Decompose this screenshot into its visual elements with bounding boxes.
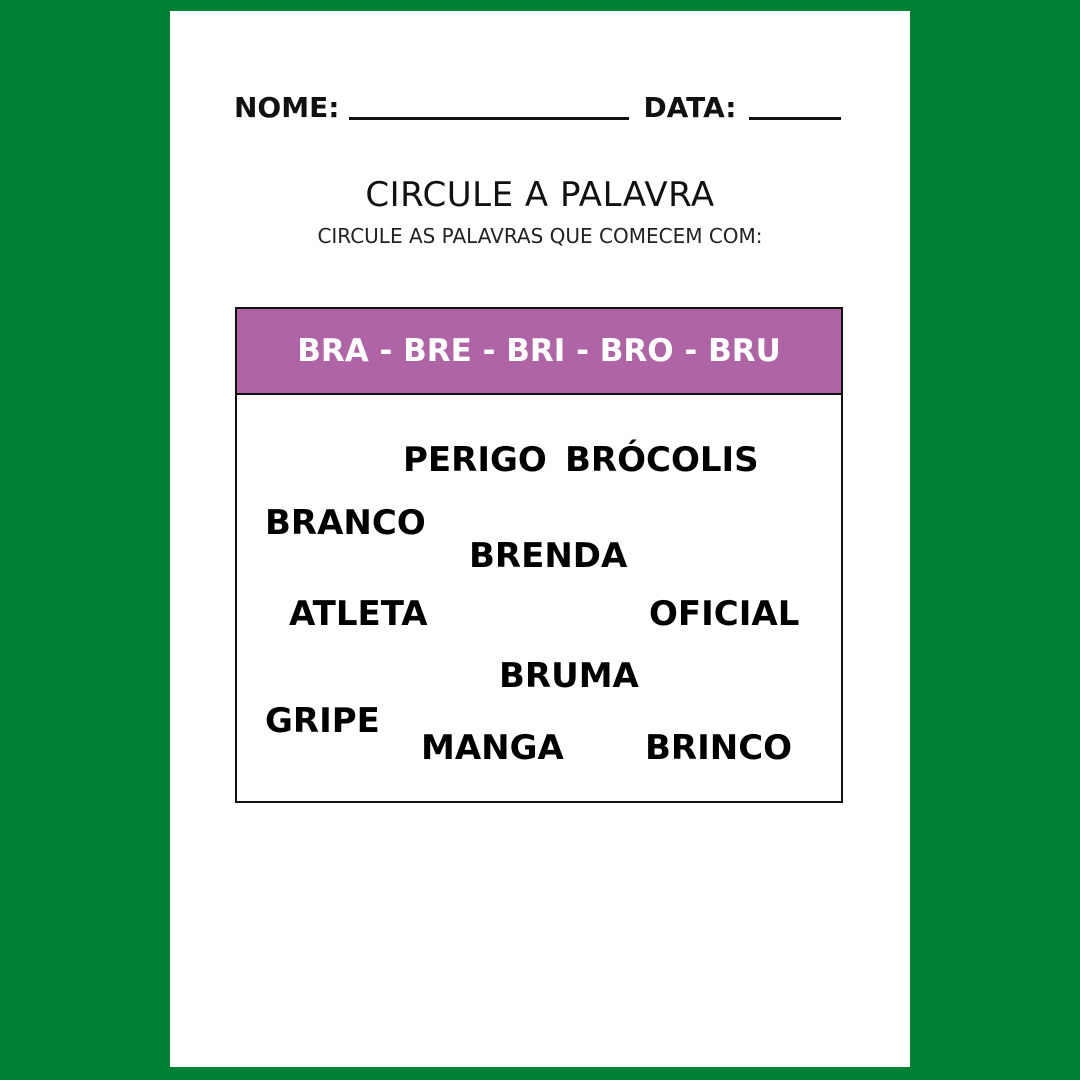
worksheet-page [170, 11, 910, 1067]
word-box [235, 307, 843, 803]
data-blank-line [749, 85, 841, 120]
word-bruma[interactable]: BRUMA [499, 656, 639, 696]
syllable-header: BRA - BRE - BRI - BRO - BRU [237, 309, 841, 395]
worksheet-title: CIRCULE A PALAVRA [365, 175, 715, 215]
name-date-line [234, 84, 841, 124]
word-atleta[interactable]: ATLETA [289, 594, 428, 634]
word-oficial[interactable]: OFICIAL [649, 594, 800, 634]
word-branco[interactable]: BRANCO [265, 503, 426, 543]
worksheet-instruction: CIRCULE AS PALAVRAS QUE COMECEM COM: [317, 224, 763, 248]
word-gripe[interactable]: GRIPE [265, 701, 380, 741]
word-brenda[interactable]: BRENDA [469, 536, 628, 576]
word-brinco[interactable]: BRINCO [645, 728, 793, 768]
word-manga[interactable]: MANGA [421, 728, 564, 768]
word-perigo[interactable]: PERIGO [403, 440, 547, 480]
nome-label: NOME: [234, 91, 340, 124]
word-brocolis[interactable]: BRÓCOLIS [565, 440, 759, 480]
data-label: DATA: [643, 91, 737, 124]
nome-blank-line [349, 85, 629, 120]
